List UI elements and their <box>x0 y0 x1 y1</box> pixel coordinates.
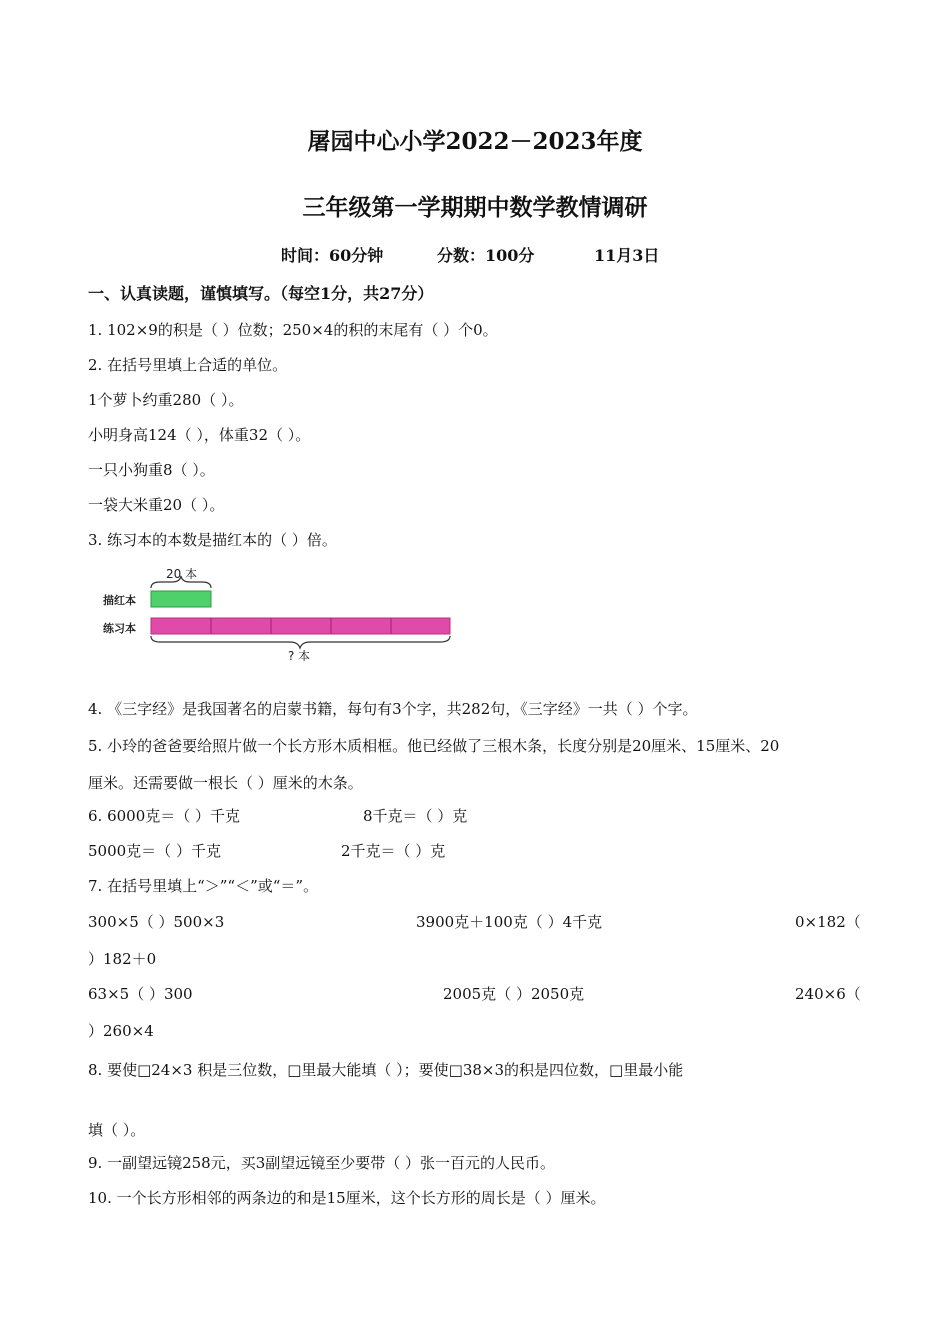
exam-date: 11月3日 <box>594 246 660 265</box>
question-7b4: ）260×4 <box>88 1022 154 1040</box>
bottom-label: ? 本 <box>288 649 311 663</box>
question-6b2: 2千克＝（ ）克 <box>341 842 446 860</box>
question-2: 2. 在括号里填上合适的单位。 <box>88 356 288 374</box>
question-5a: 5. 小玲的爸爸要给照片做一个长方形木质相框。他已经做了三根木条，长度分别是20厘米、15厘米、20 <box>88 737 780 755</box>
question-7: 7. 在括号里填上“＞”“＜”或“＝”。 <box>88 877 319 895</box>
question-4: 4. 《三字经》是我国著名的启蒙书籍，每句有3个字，共282句，《三字经》一共（ ）个字。 <box>88 700 698 718</box>
question-7b3: 240×6（ <box>795 985 861 1003</box>
question-2c: 一只小狗重8（ ）。 <box>88 461 215 479</box>
question-7b1: 63×5（ ）300 <box>88 985 193 1003</box>
question-8a: 8. 要使□24×3 积是三位数，□里最大能填（ ）；要使□38×3的积是四位数，□里最小能 <box>88 1061 684 1079</box>
bottom-brace <box>151 636 450 648</box>
question-7a4: ）182＋0 <box>88 950 157 968</box>
exam-time: 时间：60分钟 <box>281 246 384 265</box>
question-10: 10. 一个长方形相邻的两条边的和是15厘米，这个长方形的周长是（ ）厘米。 <box>88 1189 606 1207</box>
bar-diagram <box>100 562 460 666</box>
page-title: 屠园中心小学2022－2023年度 <box>307 128 643 155</box>
question-2b: 小明身高124（ ），体重32（ ）。 <box>88 426 311 444</box>
question-8b: 填（ ）。 <box>88 1121 146 1139</box>
question-6a1: 6. 6000克＝（ ）千克 <box>88 807 241 825</box>
row1-label: 描红本 <box>103 594 136 607</box>
question-3: 3. 练习本的本数是描红本的（ ）倍。 <box>88 531 337 549</box>
question-7a3: 0×182（ <box>795 913 861 931</box>
question-7a1: 300×5（ ）500×3 <box>88 913 225 931</box>
question-2a: 1个萝卜约重280（ ）。 <box>88 391 244 409</box>
pink-bar <box>151 618 450 634</box>
exam-score: 分数：100分 <box>437 246 535 265</box>
section-heading: 一、认真读题，谨慎填写。（每空1分，共27分） <box>88 284 434 303</box>
green-bar <box>151 591 211 607</box>
question-2d: 一袋大米重20（ ）。 <box>88 496 225 514</box>
question-6b1: 5000克＝（ ）千克 <box>88 842 221 860</box>
top-brace <box>151 576 211 588</box>
question-5b: 厘米。还需要做一根长（ ）厘米的木条。 <box>88 774 363 792</box>
row2-label: 练习本 <box>103 622 136 635</box>
page-subtitle: 三年级第一学期期中数学教情调研 <box>302 194 648 221</box>
question-1: 1. 102×9的积是（ ）位数；250×4的积的末尾有（ ）个0。 <box>88 321 498 339</box>
question-6a2: 8千克＝（ ）克 <box>363 807 468 825</box>
top-label: 20 本 <box>166 567 198 581</box>
question-7a2: 3900克＋100克（ ）4千克 <box>416 913 603 931</box>
question-7b2: 2005克（ ）2050克 <box>443 985 585 1003</box>
question-9: 9. 一副望远镜258元，买3副望远镜至少要带（ ）张一百元的人民币。 <box>88 1154 556 1172</box>
